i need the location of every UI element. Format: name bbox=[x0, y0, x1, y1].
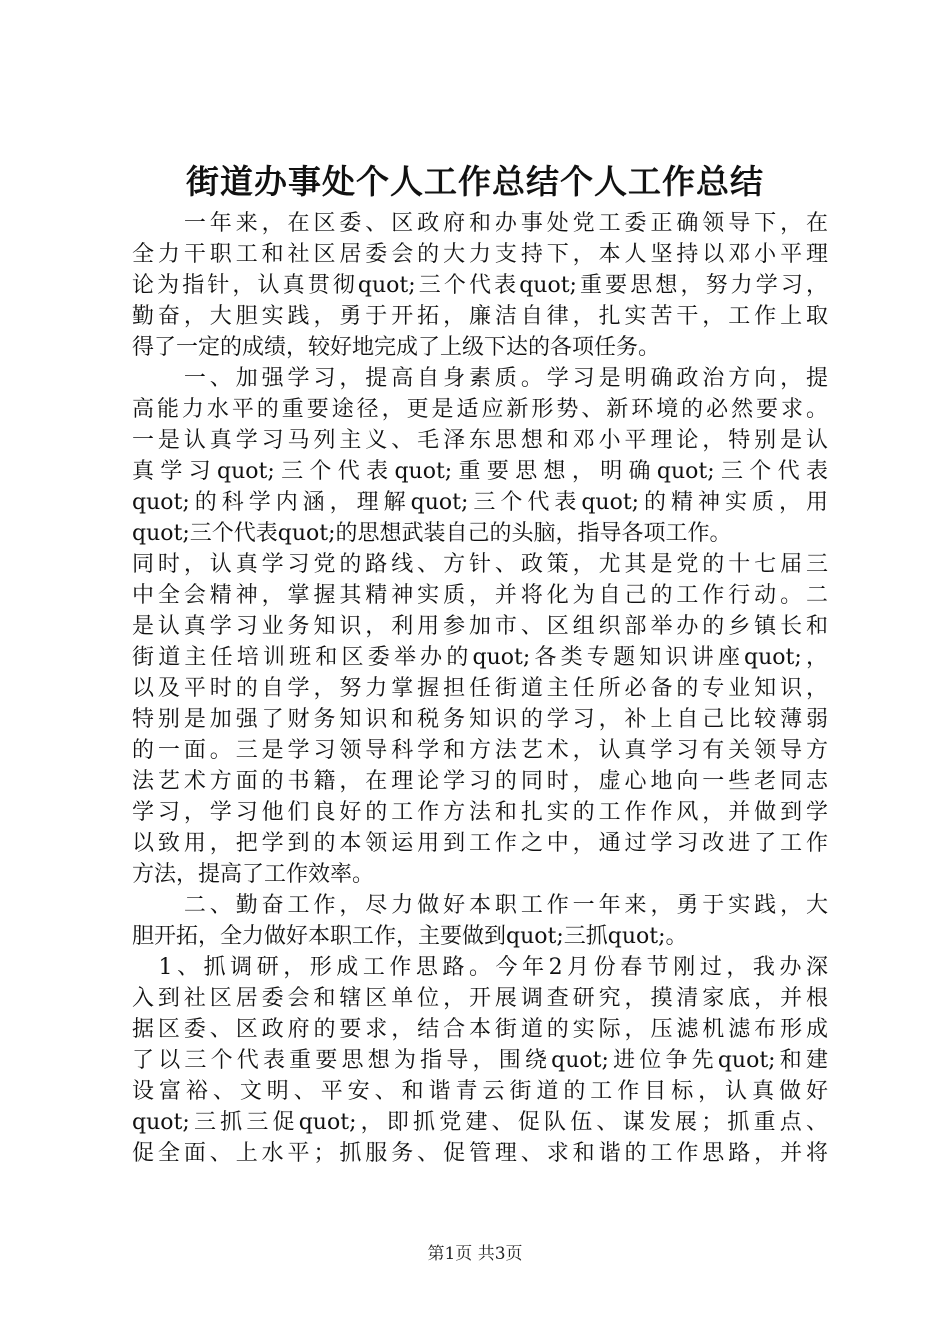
body-line: 同时，认真学习党的路线、方针、政策，尤其是党的十七届三 bbox=[132, 552, 828, 577]
body-line: 一、加强学习，提高自身素质。学习是明确政治方向，提 bbox=[132, 366, 828, 391]
body-line: 方法，提高了工作效率。 bbox=[132, 862, 375, 887]
body-line: 勤奋，大胆实践，勇于开拓，廉洁自律，扎实苦干，工作上取 bbox=[132, 304, 828, 329]
document-title: 街道办事处个人工作总结个人工作总结 bbox=[186, 162, 764, 201]
body-line: 法艺术方面的书籍，在理论学习的同时，虚心地向一些老同志 bbox=[132, 769, 828, 794]
body-line: 特别是加强了财务知识和税务知识的学习，补上自己比较薄弱 bbox=[132, 707, 828, 732]
body-line: quot;三个代表quot;的思想武装自己的头脑，指导各项工作。 bbox=[132, 521, 732, 546]
body-line: quot;的科学内涵，理解quot;三个代表quot;的精神实质，用 bbox=[132, 490, 828, 515]
body-line: 以及平时的自学，努力掌握担任街道主任所必备的专业知识， bbox=[132, 676, 828, 701]
body-line: 1、抓调研，形成工作思路。今年2月份春节刚过，我办深 bbox=[132, 955, 828, 980]
body-line: 以致用，把学到的本领运用到工作之中，通过学习改进了工作 bbox=[132, 831, 828, 856]
body-line: 的一面。三是学习领导科学和方法艺术，认真学习有关领导方 bbox=[132, 738, 828, 763]
body-line: 是认真学习业务知识，利用参加市、区组织部举办的乡镇长和 bbox=[132, 614, 828, 639]
document-body bbox=[132, 208, 828, 1169]
body-line: 促全面、上水平；抓服务、促管理、求和谐的工作思路，并将 bbox=[132, 1141, 828, 1166]
body-line: 学习，学习他们良好的工作方法和扎实的工作作风，并做到学 bbox=[132, 800, 828, 825]
body-line: quot;三抓三促quot;，即抓党建、促队伍、谋发展；抓重点、 bbox=[132, 1110, 828, 1135]
body-line: 街道主任培训班和区委举办的quot;各类专题知识讲座quot;， bbox=[132, 645, 828, 670]
body-line: 了以三个代表重要思想为指导，围绕quot;进位争先quot;和建 bbox=[132, 1048, 828, 1073]
body-line: 真学习quot;三个代表quot;重要思想，明确quot;三个代表 bbox=[132, 459, 828, 484]
body-line: 得了一定的成绩，较好地完成了上级下达的各项任务。 bbox=[132, 335, 661, 360]
page-footer: 第1页 共3页 bbox=[427, 1244, 523, 1264]
body-line: 设富裕、文明、平安、和谐青云街道的工作目标，认真做好 bbox=[132, 1079, 828, 1104]
body-line: 高能力水平的重要途径，更是适应新形势、新环境的必然要求。 bbox=[132, 397, 828, 422]
body-line: 入到社区居委会和辖区单位，开展调查研究，摸清家底，并根 bbox=[132, 986, 828, 1011]
body-line: 二、勤奋工作，尽力做好本职工作一年来，勇于实践，大 bbox=[132, 893, 828, 918]
body-line: 据区委、区政府的要求，结合本街道的实际，压滤机滤布形成 bbox=[132, 1017, 828, 1042]
body-line: 论为指针，认真贯彻quot;三个代表quot;重要思想，努力学习， bbox=[132, 273, 828, 298]
body-line: 全力干职工和社区居委会的大力支持下，本人坚持以邓小平理 bbox=[132, 242, 828, 267]
body-line: 一年来，在区委、区政府和办事处党工委正确领导下，在 bbox=[132, 211, 828, 236]
body-line: 胆开拓，全力做好本职工作，主要做到quot;三抓quot;。 bbox=[132, 924, 688, 949]
body-line: 一是认真学习马列主义、毛泽东思想和邓小平理论，特别是认 bbox=[132, 428, 828, 453]
body-line: 中全会精神，掌握其精神实质，并将化为自己的工作行动。二 bbox=[132, 583, 828, 608]
